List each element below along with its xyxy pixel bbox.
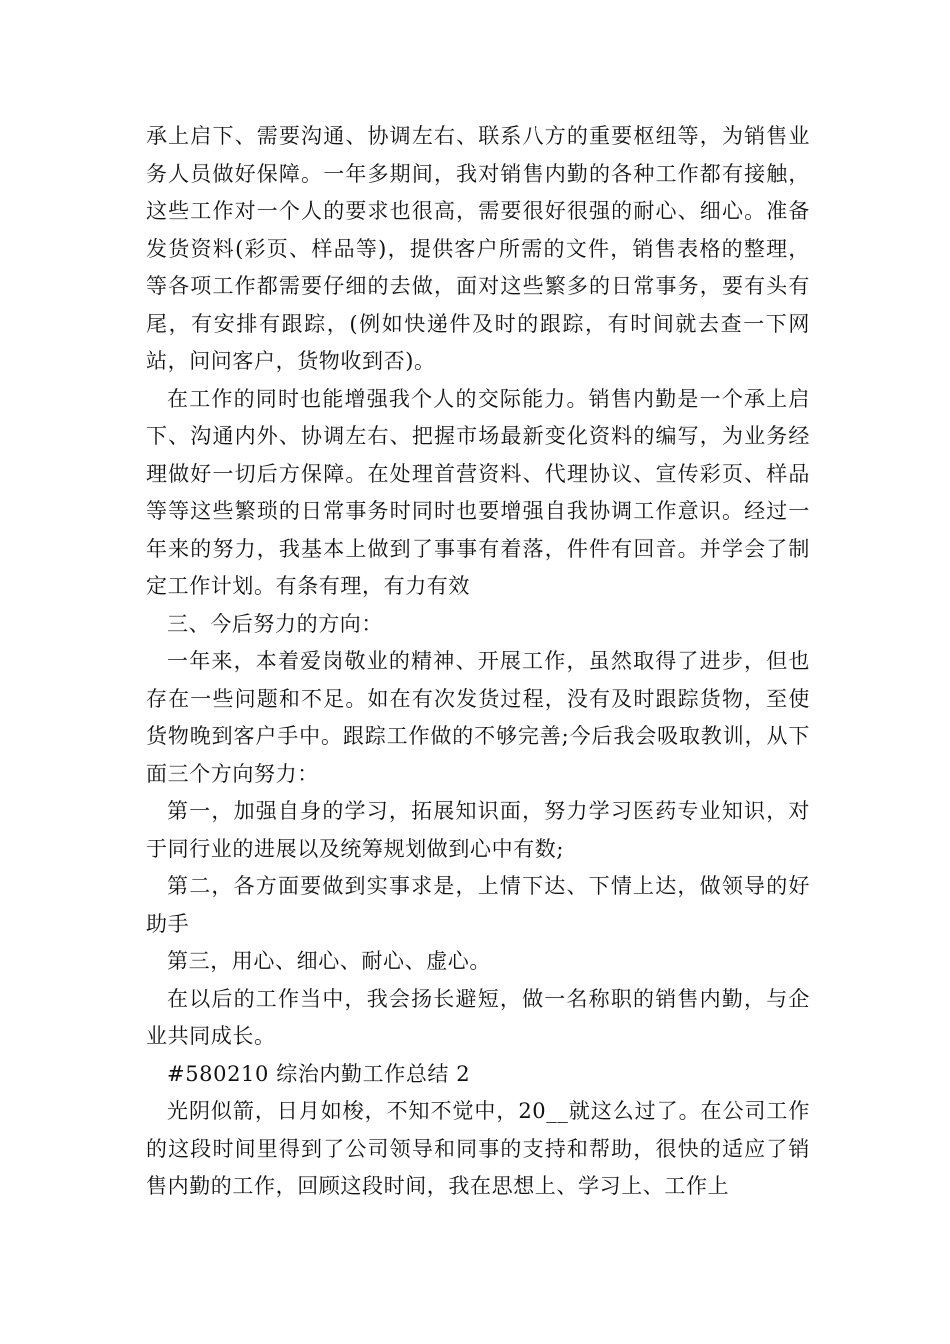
paragraph-8: 光阴似箭，日月如梭，不知不觉中，20__就这么过了。在公司工作的这段时间里得到了公司领导和同事的支持和帮助，很快的适应了销售内勤的工作，回顾这段时间，我在思想上、学习上、工作上 <box>146 1099 810 1198</box>
paragraph-2: 在工作的同时也能增强我个人的交际能力。销售内勤是一个承上启下、沟通内外、协调左右、把握市场最新变化资料的编写，为业务经理做好一切后方保障。在处理首营资料、代理协议、宣传彩页、样品等等这些繁琐的日常事务时同时也要增强自我协调工作意识。经过一年来的努力，我基本上做到了事事有着落，件件有回音。并学会了制定工作计划。有条有理，有力有效 <box>146 386 810 598</box>
document-subtitle: #580210 综治内勤工作总结 2 <box>167 1061 471 1086</box>
paragraph-7: 在以后的工作当中，我会扬长避短，做一名称职的销售内勤，与企业共同成长。 <box>146 986 810 1048</box>
paragraph-1: 承上启下、需要沟通、协调左右、联系八方的重要枢纽等，为销售业务人员做好保障。一年多期间，我对销售内勤的各种工作都有接触，这些工作对一个人的要求也很高，需要很好很强的耐心、细心。准备发货资料(彩页、样品等)，提供客户所需的文件，销售表格的整理，等各项工作都需要仔细的去做，面对这些繁多的日常事务，要有头有尾，有安排有跟踪，(例如快递件及时的跟踪，有时间就去查一下网站，问问客户，货物收到否)。 <box>146 124 810 373</box>
paragraph-6: 第三，用心、细心、耐心、虚心。 <box>167 949 491 973</box>
document-body <box>146 118 810 1206</box>
paragraph-5: 第二，各方面要做到实事求是，上情下达、下情上达，做领导的好助手 <box>146 874 810 936</box>
paragraph-3: 一年来，本着爱岗敬业的精神、开展工作，虽然取得了进步，但也存在一些问题和不足。如在有次发货过程，没有及时跟踪货物，至使货物晚到客户手中。跟踪工作做的不够完善;今后我会吸取教训，从下面三个方向努力： <box>146 649 810 786</box>
paragraph-4: 第一，加强自身的学习，拓展知识面，努力学习医药专业知识，对于同行业的进展以及统筹规划做到心中有数; <box>146 799 810 861</box>
section-heading: 三、今后努力的方向： <box>167 611 383 636</box>
